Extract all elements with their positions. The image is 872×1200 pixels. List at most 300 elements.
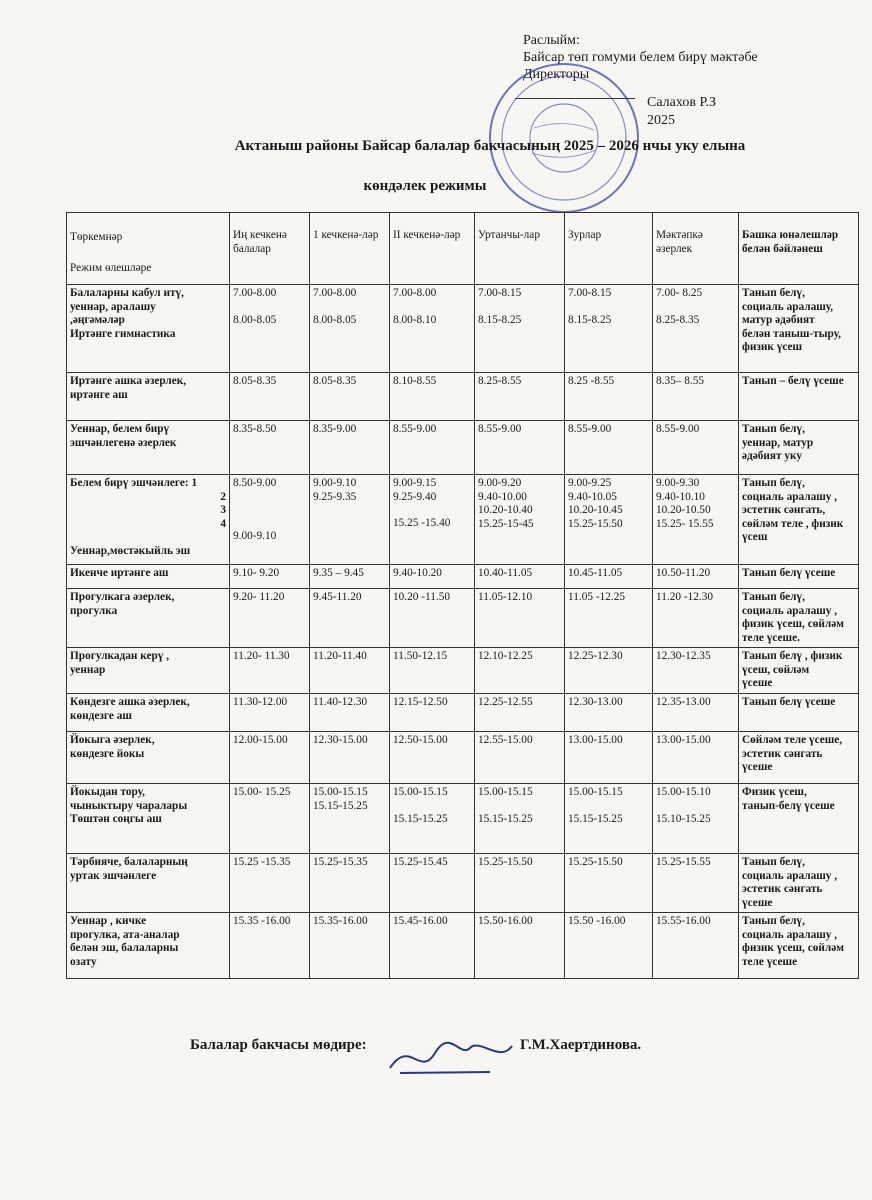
link-text: Танып белү үсеше — [742, 696, 836, 708]
time-cell — [310, 784, 390, 854]
time-cell — [653, 475, 739, 565]
time-value: 10.20 -11.50 — [393, 591, 451, 603]
time-cell — [230, 421, 310, 475]
time-value: 10.20-10.40 — [478, 504, 533, 516]
time-value: 12.30-13.00 — [568, 696, 623, 708]
time-cell — [230, 784, 310, 854]
time-value: 10.40-11.05 — [478, 567, 533, 579]
time-cell — [230, 694, 310, 732]
link-text: Танып белү, — [742, 477, 805, 489]
time-value: 9.00-9.20 — [478, 477, 522, 489]
time-value: 9.40-10.00 — [478, 490, 527, 503]
time-value — [478, 301, 561, 314]
time-cell — [310, 285, 390, 373]
time-cell — [475, 913, 565, 979]
footer-name: Г.М.Хаертдинова. — [520, 1037, 642, 1053]
time-value: 8.35-8.50 — [233, 423, 277, 435]
regime-part-text: иртәнге аш — [70, 388, 128, 401]
time-value: 9.10- 9.20 — [233, 567, 280, 579]
time-value: 9.40-10.05 — [568, 490, 617, 503]
time-value: 9.00-9.10 — [233, 529, 277, 542]
time-value — [233, 504, 306, 517]
link-text: социаль аралашу , — [742, 604, 838, 617]
time-value: 8.55-9.00 — [656, 423, 700, 435]
time-cell — [310, 694, 390, 732]
regime-part-text: уеннар, аралашу — [70, 300, 156, 313]
regime-part-cell — [67, 285, 230, 373]
time-value: 7.00-8.15 — [478, 287, 522, 299]
time-value: 15.15-15.25 — [478, 812, 533, 825]
link-text: Физик үсеш, — [742, 786, 807, 798]
time-value: 15.15-15.25 — [568, 812, 623, 825]
time-value: 8.05-8.35 — [233, 375, 277, 387]
time-value: 8.55-9.00 — [393, 423, 437, 435]
link-cell — [739, 913, 859, 979]
time-cell — [565, 784, 653, 854]
link-text: физик үсеш, сөйләм — [742, 618, 844, 630]
link-text: социаль аралашу , — [742, 928, 838, 941]
time-value: 12.30-12.35 — [656, 650, 711, 662]
time-cell — [653, 565, 739, 589]
time-value: 9.40-10.20 — [393, 567, 442, 579]
time-value: 10.45-11.05 — [568, 567, 623, 579]
time-value — [233, 517, 306, 530]
time-value: 9.25-9.40 — [393, 490, 437, 503]
time-value: 15.15-15.25 — [393, 812, 448, 825]
time-value — [233, 491, 306, 504]
link-cell — [739, 648, 859, 694]
regime-part-text: көндезге йокы — [70, 747, 145, 760]
time-value: 15.50-16.00 — [478, 915, 533, 927]
link-cell — [739, 732, 859, 784]
time-value — [656, 800, 735, 813]
regime-part-text: чыныктыру чаралары — [70, 799, 188, 812]
time-value: 15.25-15.45 — [393, 856, 448, 868]
link-cell — [739, 589, 859, 648]
regime-part-text: Прогулкага әзерлек, — [70, 591, 175, 603]
time-value: 15.45-16.00 — [393, 915, 448, 927]
time-value: 15.25 -15.35 — [233, 856, 291, 868]
time-value: 8.25-8.35 — [656, 313, 700, 326]
time-value: 12.35-13.00 — [656, 696, 711, 708]
time-cell — [310, 854, 390, 913]
time-value: 15.25-15.50 — [568, 856, 623, 868]
time-cell — [390, 589, 475, 648]
time-value: 8.35– 8.55 — [656, 375, 705, 387]
link-cell — [739, 285, 859, 373]
regime-part-text: 4 — [220, 517, 226, 530]
regime-part-cell — [67, 732, 230, 784]
time-value: 12.25-12.55 — [478, 696, 533, 708]
header-group-3: Уртанчы-лар — [475, 213, 565, 285]
table-row — [67, 373, 859, 421]
time-value: 15.25-15.35 — [313, 856, 368, 868]
link-text: Сөйләм теле үсеше, — [742, 734, 843, 746]
time-value: 12.00-15.00 — [233, 734, 288, 746]
regime-part-cell — [67, 648, 230, 694]
time-cell — [230, 854, 310, 913]
time-value: 9.45-11.20 — [313, 591, 362, 603]
time-cell — [390, 784, 475, 854]
time-cell — [653, 854, 739, 913]
table-row — [67, 285, 859, 373]
time-value: 15.25-15.50 — [478, 856, 533, 868]
footer-label: Балалар бакчасы мөдире: — [190, 1037, 367, 1053]
time-cell — [565, 648, 653, 694]
time-cell — [475, 648, 565, 694]
time-value: 11.40-12.30 — [313, 696, 368, 708]
time-cell — [565, 854, 653, 913]
time-value: 9.00-9.10 — [313, 477, 357, 489]
link-text: Танып белү үсеше — [742, 567, 836, 579]
document-subtitle: көндәлек режимы — [363, 178, 487, 194]
regime-part-text: прогулка — [70, 604, 118, 617]
regime-part-text: Иртәнге ашка әзерлек, — [70, 375, 187, 387]
time-value: 7.00-8.00 — [233, 287, 277, 299]
time-value: 11.50-12.15 — [393, 650, 448, 662]
time-value: 15.00-15.15 — [393, 786, 448, 798]
time-cell — [565, 475, 653, 565]
link-text: социаль аралашу, — [742, 300, 834, 313]
time-cell — [653, 421, 739, 475]
time-value: 8.50-9.00 — [233, 477, 277, 489]
header-link: Башка юнәлешләр белән бәйләнеш — [739, 213, 859, 285]
time-value: 15.25-15.50 — [568, 517, 623, 530]
link-text: әдәбият уку — [742, 450, 803, 462]
regime-part-text: Икенче иртәнге аш — [70, 567, 169, 579]
document-title: Актаныш районы Байсар балалар бакчасының 2025 – 2026 нчы уку елына — [234, 138, 746, 154]
link-text: матур әдәбият — [742, 314, 815, 326]
time-cell — [230, 565, 310, 589]
regime-part-text: Прогулкадан керү , — [70, 650, 170, 662]
regime-part-cell — [67, 589, 230, 648]
regime-part-text: Көндезге ашка әзерлек, — [70, 696, 190, 708]
table-row — [67, 913, 859, 979]
time-cell — [390, 648, 475, 694]
time-value — [233, 301, 306, 314]
time-cell — [390, 285, 475, 373]
time-value: 8.05-8.35 — [313, 375, 357, 387]
link-text: уеннар, матур — [742, 436, 814, 449]
link-text: социаль аралашу , — [742, 869, 838, 882]
link-text: үсеш — [742, 531, 768, 543]
link-text: үсеше — [742, 896, 773, 909]
time-value: 15.00-15.10 — [656, 786, 711, 798]
time-cell — [475, 421, 565, 475]
time-cell — [475, 285, 565, 373]
link-text: социаль аралашу , — [742, 490, 838, 503]
time-value: 10.20-10.50 — [656, 504, 711, 516]
time-cell — [230, 589, 310, 648]
regime-part-text: Йокыга әзерлек, — [70, 734, 155, 746]
regime-part-text: прогулка, ата-аналар — [70, 928, 180, 941]
time-cell — [390, 732, 475, 784]
link-text: Танып белү, — [742, 423, 805, 435]
link-cell — [739, 421, 859, 475]
time-value: 8.10-8.55 — [393, 375, 437, 387]
approval-org: Байсар төп гомуми белем бирү мәктәбе — [523, 50, 758, 65]
time-value: 11.05-12.10 — [478, 591, 533, 603]
time-value: 9.00-9.15 — [393, 477, 437, 489]
time-cell — [475, 732, 565, 784]
link-text: Танып белү , физик — [742, 650, 843, 662]
time-value: 9.35 – 9.45 — [313, 567, 364, 579]
link-text: Танып белү, — [742, 856, 805, 868]
time-value: 15.55-16.00 — [656, 915, 711, 927]
time-cell — [310, 648, 390, 694]
regime-part-text: 2 — [220, 490, 226, 503]
time-cell — [230, 475, 310, 565]
table-row — [67, 421, 859, 475]
time-value: 8.00-8.05 — [233, 313, 277, 326]
time-value — [568, 800, 649, 813]
time-cell — [310, 421, 390, 475]
regime-part-text: Белем бирү эшчәнлеге: 1 — [70, 477, 198, 489]
time-cell — [475, 854, 565, 913]
time-cell — [390, 565, 475, 589]
regime-part-text: белән эш, балаларны — [70, 942, 179, 954]
signature-icon — [380, 1028, 520, 1088]
time-value: 12.50-15.00 — [393, 734, 448, 746]
time-value: 9.00-9.25 — [568, 477, 612, 489]
time-value: 11.20- 11.30 — [233, 650, 290, 662]
approval-name: Салахов Р.З — [647, 95, 717, 110]
time-value: 11.20 -12.30 — [656, 591, 714, 603]
time-value: 13.00-15.00 — [656, 734, 711, 746]
link-text: сөйләм теле , физик — [742, 517, 844, 530]
regime-part-cell — [67, 913, 230, 979]
time-cell — [310, 475, 390, 565]
time-value: 15.10-15.25 — [656, 812, 711, 825]
time-cell — [565, 373, 653, 421]
regime-part-text: Йокыдан тору, — [70, 786, 145, 798]
time-value — [656, 301, 735, 314]
time-value: 11.05 -12.25 — [568, 591, 626, 603]
regime-part-text: Уеннар, белем бирү — [70, 423, 170, 435]
regime-part-text: Уеннар , кичке — [70, 915, 147, 927]
time-cell — [390, 694, 475, 732]
time-value: 8.55-9.00 — [568, 423, 612, 435]
link-text: үсеше — [742, 761, 773, 773]
time-value: 8.00-8.05 — [313, 313, 357, 326]
time-cell — [565, 285, 653, 373]
time-value: 15.25 -15.40 — [393, 517, 451, 529]
link-text: теле үсеше. — [742, 631, 800, 644]
time-value: 15.00-15.15 — [313, 786, 368, 798]
regime-part-cell — [67, 421, 230, 475]
time-value: 9.40-10.10 — [656, 490, 705, 503]
regime-part-text: көндезге аш — [70, 709, 132, 722]
approval-label: Раслыйм: — [523, 33, 580, 48]
time-value: 15.25- 15.55 — [656, 517, 714, 530]
time-value: 15.35 -16.00 — [233, 915, 291, 927]
time-cell — [230, 373, 310, 421]
time-cell — [310, 589, 390, 648]
time-value: 7.00-8.00 — [393, 287, 437, 299]
time-cell — [565, 589, 653, 648]
time-cell — [230, 732, 310, 784]
link-cell — [739, 694, 859, 732]
time-cell — [565, 913, 653, 979]
time-cell — [475, 694, 565, 732]
time-value: 8.35-9.00 — [313, 423, 357, 435]
header-group-1: 1 кечкенә-ләр — [310, 213, 390, 285]
time-cell — [230, 913, 310, 979]
link-text: эстетик сәнгать — [742, 883, 823, 895]
time-value: 11.30-12.00 — [233, 696, 288, 708]
time-cell — [230, 648, 310, 694]
time-cell — [230, 285, 310, 373]
time-value: 15.15-15.25 — [313, 799, 368, 812]
time-cell — [390, 421, 475, 475]
time-cell — [565, 421, 653, 475]
link-cell — [739, 373, 859, 421]
regime-part-cell — [67, 784, 230, 854]
link-text: Танып – белү үсеше — [742, 375, 844, 387]
time-value: 8.25-8.55 — [478, 375, 522, 387]
header-group-4: Зурлар — [565, 213, 653, 285]
time-cell — [390, 475, 475, 565]
time-value — [478, 800, 561, 813]
time-value — [393, 504, 471, 517]
time-value: 15.50 -16.00 — [568, 915, 626, 927]
regime-part-text: уртак эшчәнлеге — [70, 869, 157, 882]
time-cell — [653, 285, 739, 373]
time-cell — [653, 732, 739, 784]
regime-part-text: Уеннар,мөстәкыйль эш — [70, 545, 191, 557]
link-text: эстетик сәнгать — [742, 747, 823, 760]
regime-part-text: ,әңгәмәләр — [70, 314, 125, 326]
link-text: танып-белү үсеше — [742, 799, 835, 812]
table-row — [67, 732, 859, 784]
time-value: 8.25 -8.55 — [568, 375, 615, 387]
time-value: 13.00-15.00 — [568, 734, 623, 746]
header-group-2: II кечкенә-ләр — [390, 213, 475, 285]
regime-part-text: Иртәнге гимнастика — [70, 327, 176, 340]
time-value — [568, 301, 649, 314]
table-row — [67, 784, 859, 854]
time-value: 12.30-15.00 — [313, 734, 368, 746]
link-text: үсеш, сөйләм — [742, 663, 810, 676]
time-value — [313, 301, 386, 314]
time-value: 15.25-15-45 — [478, 517, 534, 530]
time-cell — [475, 589, 565, 648]
link-text: Танып белү, — [742, 591, 805, 603]
time-cell — [310, 373, 390, 421]
time-value: 8.55-9.00 — [478, 423, 522, 435]
link-text: Танып белү, — [742, 287, 805, 299]
time-value: 8.00-8.10 — [393, 313, 437, 326]
time-value: 15.35-16.00 — [313, 915, 368, 927]
table-row — [67, 694, 859, 732]
link-text: физик үсеш, сөйләм — [742, 942, 844, 954]
time-value: 9.20- 11.20 — [233, 591, 285, 603]
regime-part-text: Балаларны кабул итү, — [70, 287, 184, 299]
time-cell — [475, 565, 565, 589]
time-cell — [565, 565, 653, 589]
link-cell — [739, 565, 859, 589]
approval-year: 2025 — [647, 113, 675, 128]
time-cell — [653, 913, 739, 979]
time-cell — [565, 732, 653, 784]
regime-part-cell — [67, 565, 230, 589]
link-text: теле үсеше — [742, 955, 798, 968]
regime-part-cell — [67, 694, 230, 732]
table-row — [67, 475, 859, 565]
time-value — [393, 800, 471, 813]
link-cell — [739, 854, 859, 913]
header-group-5: Мәктәпкә әзерлек — [653, 213, 739, 285]
time-value: 12.55-15.00 — [478, 734, 533, 746]
approval-position: Директоры — [523, 67, 590, 82]
regime-part-text: эшчәнлегенә әзерлек — [70, 436, 177, 449]
table-row — [67, 589, 859, 648]
time-value: 7.00-8.00 — [313, 287, 357, 299]
time-value: 7.00-8.15 — [568, 287, 612, 299]
header-parts-label: Режим өлешләре — [70, 261, 152, 274]
time-value: 8.15-8.25 — [568, 313, 612, 326]
time-value: 11.20-11.40 — [313, 650, 367, 662]
regime-part-text: 3 — [220, 504, 226, 516]
link-text: үсеше — [742, 677, 773, 689]
regime-part-cell — [67, 854, 230, 913]
time-cell — [653, 589, 739, 648]
time-value: 12.25-12.30 — [568, 650, 623, 662]
time-cell — [310, 565, 390, 589]
time-cell — [390, 854, 475, 913]
table-row — [67, 648, 859, 694]
time-value: 12.10-12.25 — [478, 650, 533, 662]
time-cell — [653, 694, 739, 732]
time-value: 12.15-12.50 — [393, 696, 448, 708]
schedule-table — [66, 212, 859, 979]
link-text: белән таныш-тыру, — [742, 327, 842, 340]
time-value: 15.25-15.55 — [656, 856, 711, 868]
time-cell — [310, 913, 390, 979]
time-cell — [565, 694, 653, 732]
time-value: 7.00- 8.25 — [656, 287, 703, 299]
time-value — [393, 301, 471, 314]
header-corner — [67, 213, 230, 285]
table-row — [67, 565, 859, 589]
regime-part-cell — [67, 475, 230, 565]
time-cell — [653, 648, 739, 694]
link-cell — [739, 475, 859, 565]
time-value: 9.00-9.30 — [656, 477, 700, 489]
link-text: эстетик сәнгать, — [742, 504, 826, 516]
regime-part-text: Төштән соңгы аш — [70, 813, 162, 825]
time-cell — [390, 913, 475, 979]
time-value: 10.20-10.45 — [568, 504, 623, 516]
time-value: 15.00-15.15 — [478, 786, 533, 798]
footer — [190, 1037, 642, 1054]
time-cell — [310, 732, 390, 784]
time-cell — [653, 373, 739, 421]
link-text: физик үсеш — [742, 341, 803, 353]
time-value: 9.25-9.35 — [313, 490, 357, 503]
regime-part-cell — [67, 373, 230, 421]
link-text: Танып белү, — [742, 915, 805, 927]
time-cell — [653, 784, 739, 854]
regime-part-text: уеннар — [70, 663, 106, 676]
time-cell — [475, 784, 565, 854]
header-groups-label: Төркемнәр — [70, 231, 123, 243]
regime-part-text: озату — [70, 955, 97, 968]
time-value: 8.15-8.25 — [478, 313, 522, 326]
time-cell — [475, 373, 565, 421]
time-cell — [475, 475, 565, 565]
time-cell — [390, 373, 475, 421]
